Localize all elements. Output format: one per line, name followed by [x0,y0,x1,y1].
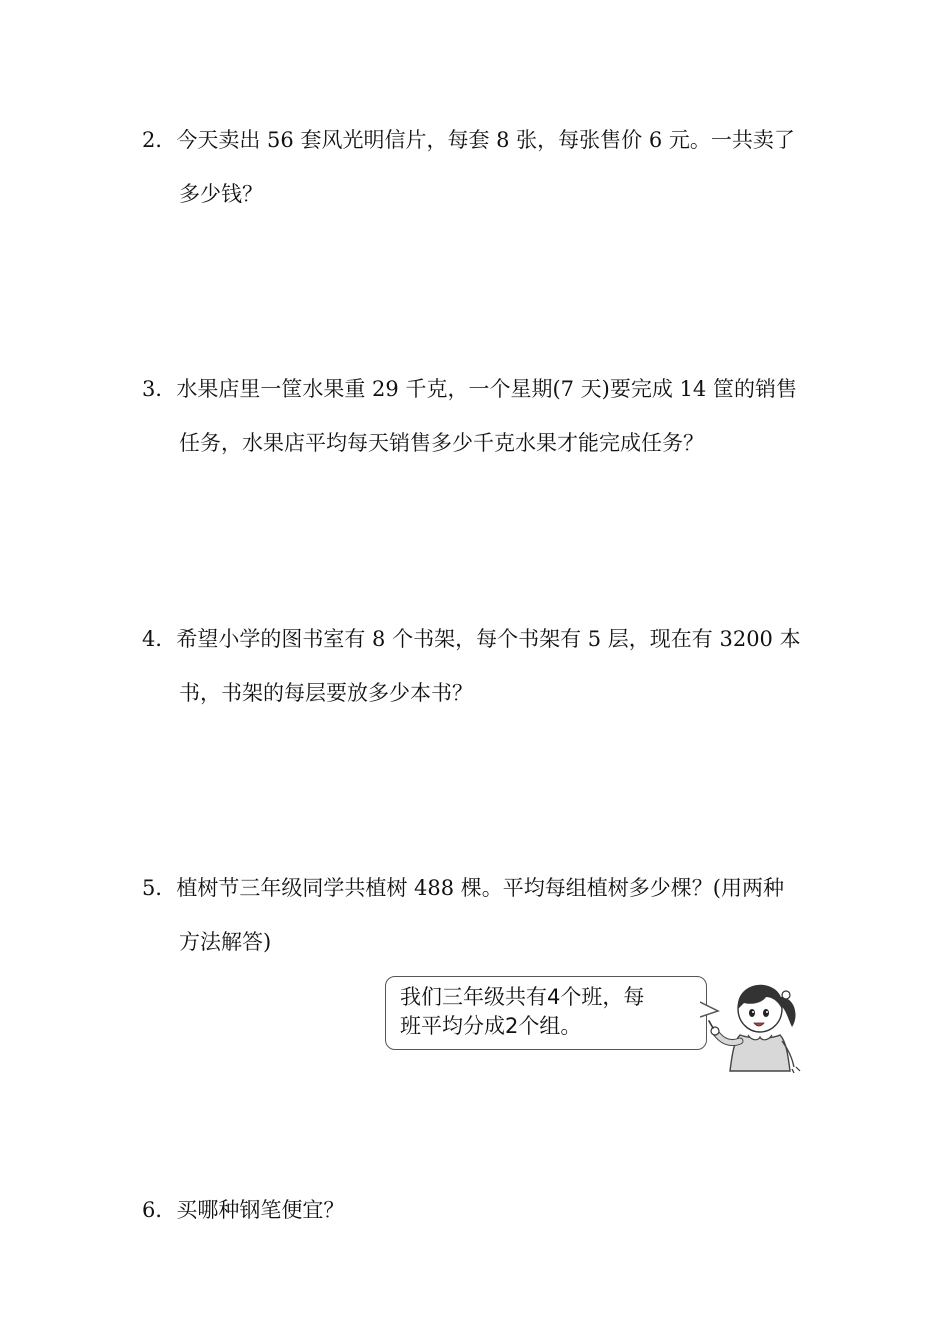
question-text: 买哪种钢笔便宜？ [176,1198,345,1222]
question-6 [142,1183,822,1237]
speech-bubble [385,976,707,1050]
question-number: 4． [142,627,177,651]
speech-bubble-line-2: 班平均分成2个组。 [400,1014,582,1038]
question-text-continued: 多少钱？ [179,182,263,206]
question-text-continued: 方法解答) [179,930,272,954]
question-5 [142,861,822,969]
question-text: 希望小学的图书室有 8 个书架，每个书架有 5 层，现在有 3200 本 [176,627,801,651]
question-number: 5． [142,876,177,900]
question-2 [142,113,822,221]
question-text-continued: 任务，水果店平均每天销售多少千克水果才能完成任务？ [179,431,704,455]
question-3 [142,362,822,470]
speech-bubble-line-1: 我们三年级共有4个班，每 [400,985,645,1009]
question-4 [142,612,822,720]
question-text: 今天卖出 56 套风光明信片，每套 8 张，每张售价 6 元。一共卖了 [176,128,795,152]
question-text: 水果店里一筐水果重 29 千克，一个星期(7 天)要完成 14 筐的销售 [176,377,797,401]
question-text-continued: 书，书架的每层要放多少本书？ [179,681,473,705]
question-number: 6． [142,1198,177,1222]
question-text: 植树节三年级同学共植树 488 棵。平均每组植树多少棵？(用两种 [176,876,784,900]
girl-pointing-icon [708,975,808,1073]
question-number: 3． [142,377,177,401]
question-number: 2． [142,128,177,152]
